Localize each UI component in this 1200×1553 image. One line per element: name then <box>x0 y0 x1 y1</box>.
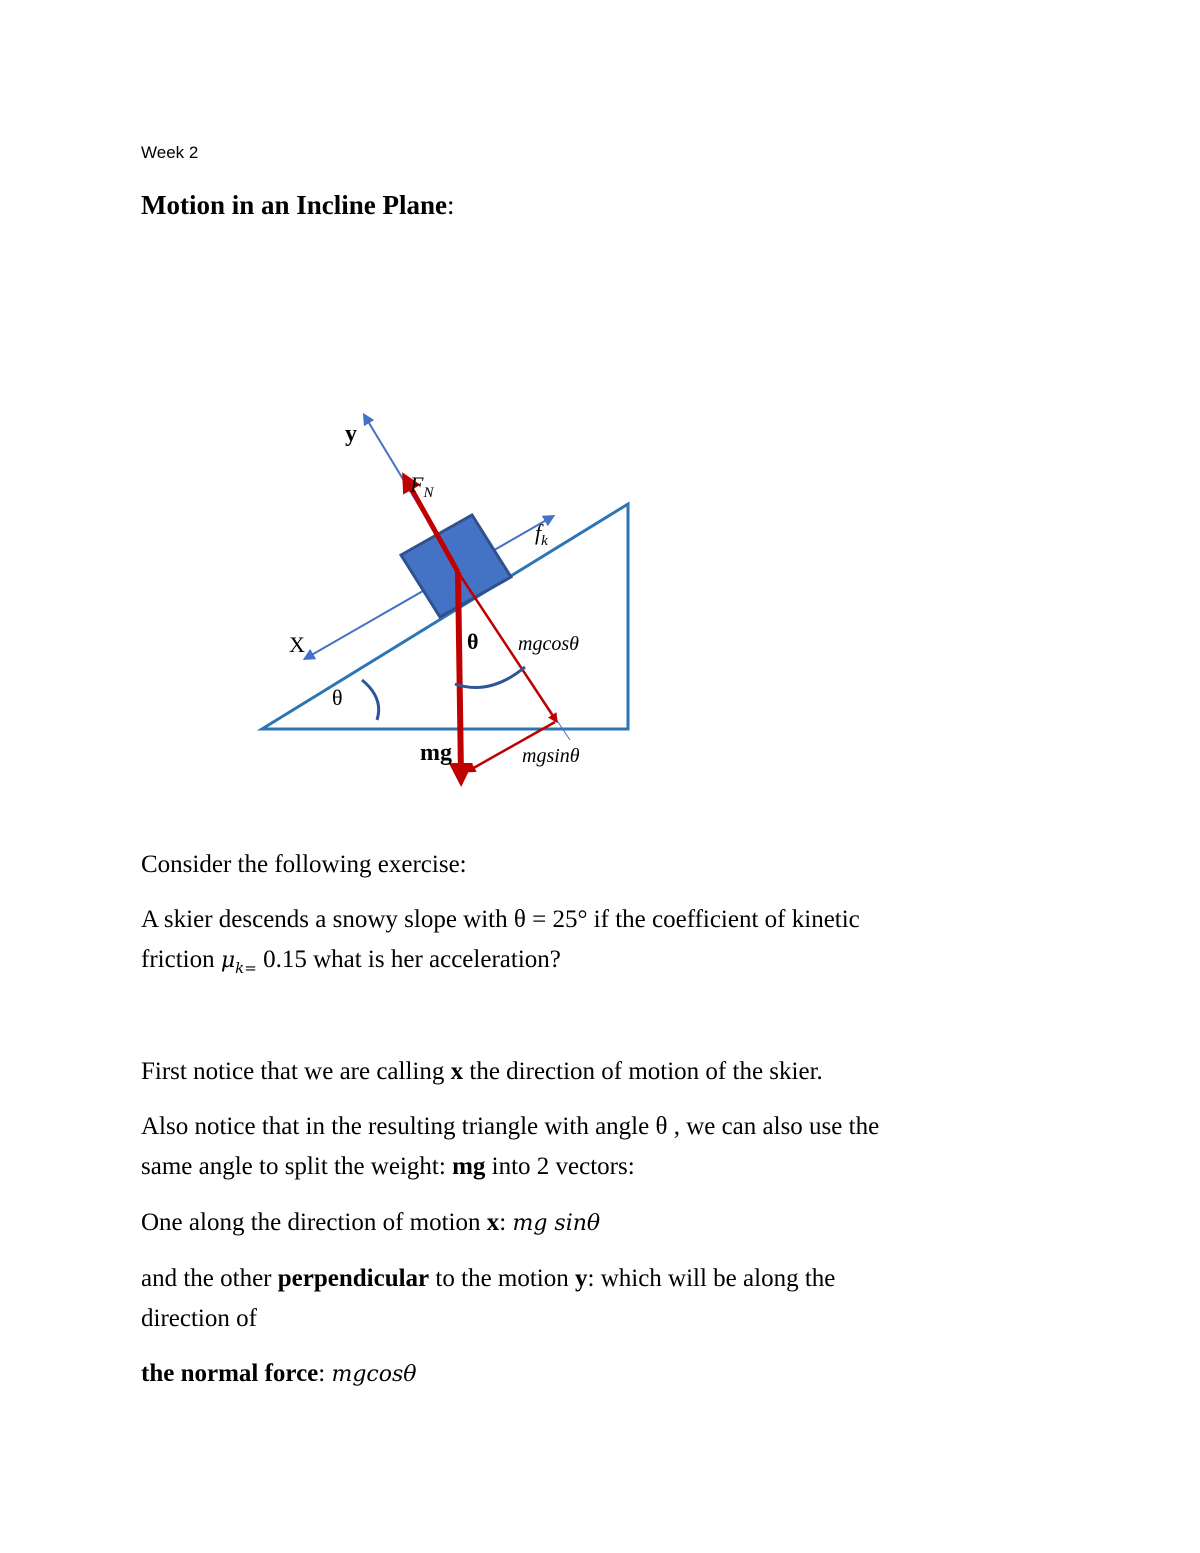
p4-line-2 <box>141 1147 1071 1187</box>
fk-sub: k <box>541 533 548 549</box>
incline-angle-arc <box>362 680 379 720</box>
p7-colon: : <box>318 1360 332 1387</box>
weight-arrow <box>458 572 461 775</box>
paragraph-direction <box>141 1052 1071 1092</box>
mu-subscript: k= <box>235 959 257 977</box>
title-text: Motion in an Incline Plane <box>141 190 448 220</box>
title-colon: : <box>447 190 455 220</box>
mgsin-label: mgsinθ <box>522 745 580 767</box>
p6-line-2: direction of <box>141 1305 257 1332</box>
paragraph-normal-force <box>141 1354 1071 1395</box>
mg-label: mg <box>420 740 452 766</box>
page-title <box>141 190 455 221</box>
paragraph-perpendicular <box>141 1259 1071 1339</box>
p6-y: y <box>575 1265 588 1292</box>
p7-math: mgcosθ <box>331 1362 417 1387</box>
fn-main: F <box>410 472 424 497</box>
paragraph-exercise <box>141 900 1071 988</box>
p5-text-a: One along the direction of motion <box>141 1209 487 1236</box>
normal-force-label <box>409 472 434 501</box>
p6-perpendicular: perpendicular <box>277 1265 430 1292</box>
friction-label <box>535 520 548 549</box>
theta-incline-label: θ <box>332 685 343 710</box>
p3-text-a: First notice that we are calling <box>141 1058 451 1085</box>
p3-text-b: the direction of motion of the skier. <box>469 1058 823 1085</box>
p5-text-b: : <box>499 1209 513 1236</box>
exercise-line-1: A skier descends a snowy slope with θ = 25° if the coefficient of kinetic <box>141 906 860 933</box>
exercise-text-a: friction <box>141 946 221 973</box>
fk-main: f <box>535 520 542 545</box>
p5-x: x <box>486 1209 500 1236</box>
incline-diagram <box>250 400 650 800</box>
theta-weight-label: θ <box>467 629 479 654</box>
p6-text-c: : which will be along the <box>587 1265 836 1292</box>
paragraph-intro: Consider the following exercise: <box>141 851 467 878</box>
p6-text-a: and the other <box>141 1265 278 1292</box>
p4-text-b: into 2 vectors: <box>485 1153 635 1180</box>
p3-x: x <box>450 1058 470 1085</box>
p6-line-1 <box>141 1259 1071 1299</box>
p4-mg: mg <box>452 1153 486 1180</box>
p4-text-a: same angle to split the weight: <box>141 1153 453 1180</box>
mgcos-label: mgcosθ <box>518 633 579 655</box>
paragraph-triangle <box>141 1107 1071 1187</box>
p6-text-b: to the motion <box>429 1265 575 1292</box>
weight-angle-arc <box>455 667 525 688</box>
paragraph-along-motion <box>141 1203 1071 1244</box>
week-label: Week 2 <box>141 143 199 162</box>
exercise-line-2 <box>141 940 1071 988</box>
fn-sub: N <box>423 485 434 501</box>
y-axis-label: y <box>345 421 357 447</box>
mu-symbol: μ <box>220 948 236 973</box>
x-axis-label: X <box>289 632 305 657</box>
p4-line-1: Also notice that in the resulting triangle with angle θ , we can also use the <box>141 1113 880 1140</box>
p5-math: mg sinθ <box>512 1211 601 1236</box>
p7-bold: the normal force <box>141 1360 319 1387</box>
exercise-text-b: 0.15 what is her acceleration? <box>256 946 561 973</box>
